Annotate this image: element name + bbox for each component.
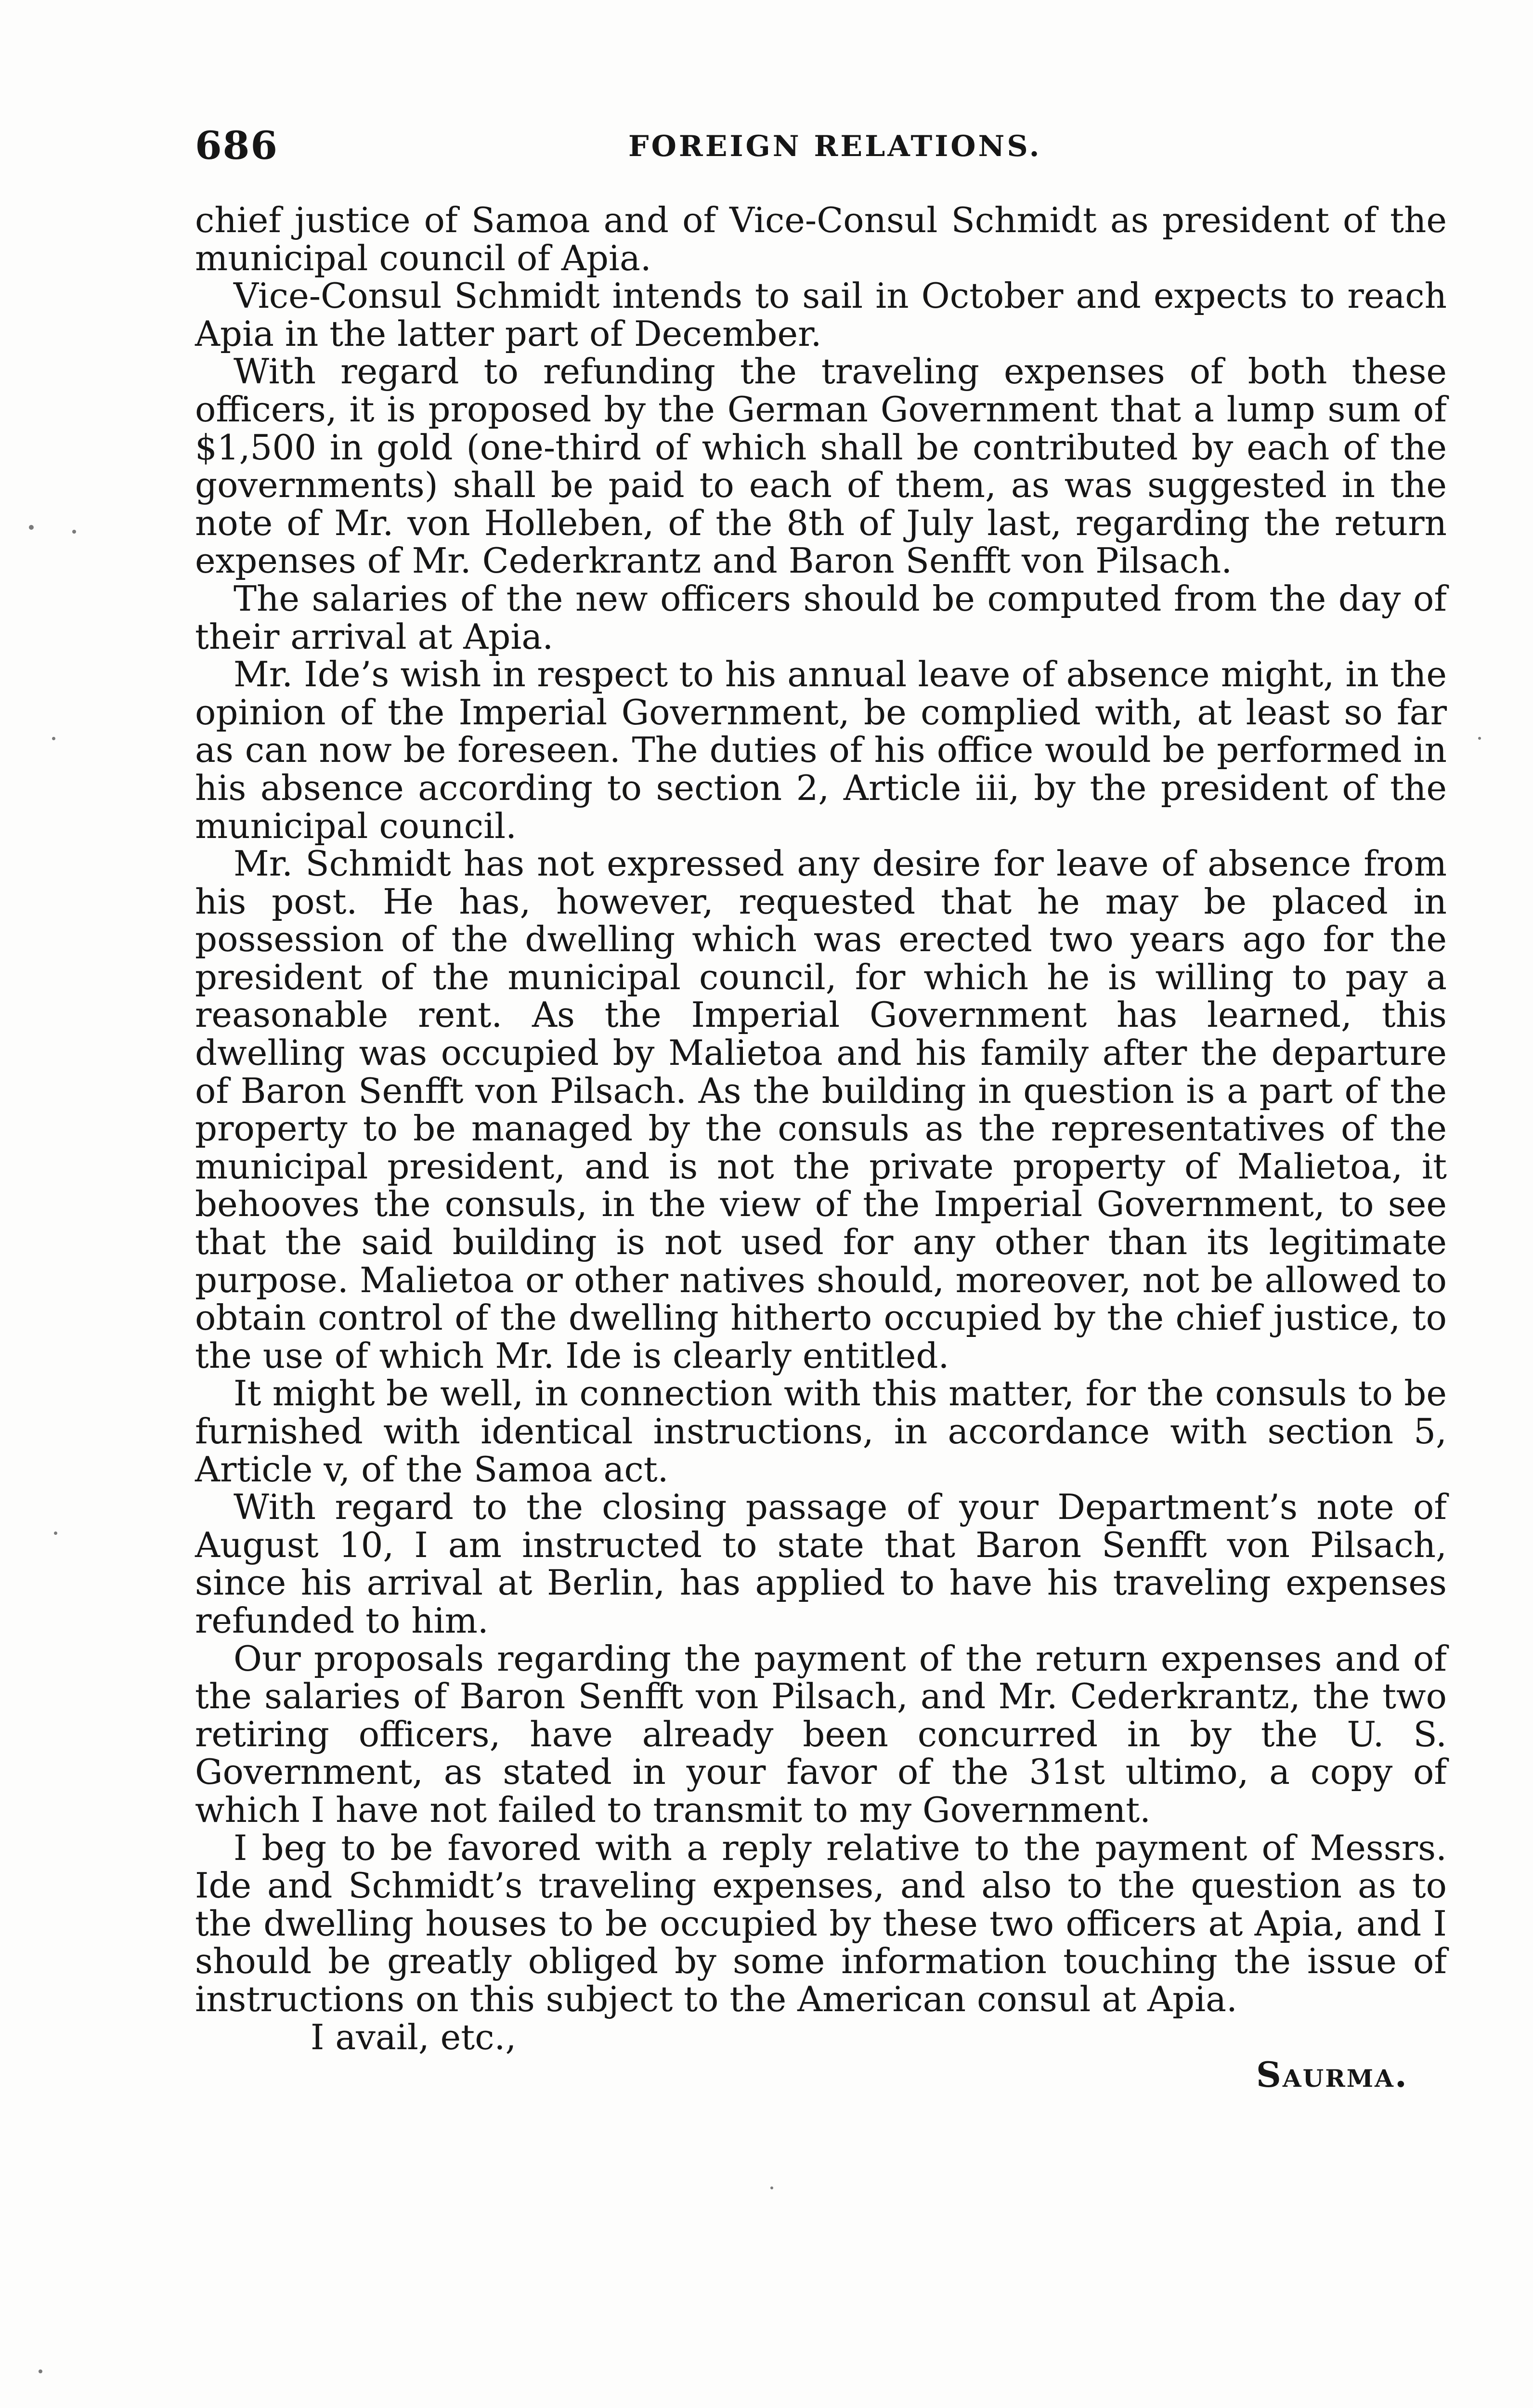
signature: Saurma. bbox=[1256, 2054, 1408, 2095]
page-number: 686 bbox=[195, 123, 278, 168]
paragraph: Vice-Consul Schmidt intends to sail in October and expects to reach Apia in the latter part of December. bbox=[195, 275, 1447, 354]
paragraph: Mr. Schmidt has not expressed any desire for leave of absence from his post. He has, however, requested that he may be placed in possession of the dwelling which was erected two years ago for the president of the municipal council, for which he is willing to pay a reasonable rent. As the Imperial Government has learned, this dwelling was occupied by Malietoa and his family after the departure of Baron Senfft von Pilsach. As the building in question is a part of the property to be managed by the consuls as the representatives of the municipal president, and is not the private property of Malietoa, it behooves the consuls, in the view of the Imperial Government, to see that the said building is not used for any other than its legitimate purpose. Malietoa or other natives should, moreover, not be allowed to obtain control of the dwelling hitherto occupied by the chief justice, to the use of which Mr. Ide is clearly entitled. bbox=[195, 843, 1447, 1376]
closing-line: I avail, etc., bbox=[311, 2016, 517, 2057]
paragraph: It might be well, in connection with this matter, for the consuls to be furnished with identical instructions, in accordance with section 5, Article v, of the Samoa act. bbox=[195, 1373, 1447, 1490]
running-head: FOREIGN RELATIONS. bbox=[628, 130, 1042, 163]
paragraph: I beg to be favored with a reply relative to the payment of Messrs. Ide and Schmidt’s traveling expenses, and also to the question as to the dwelling houses to be occupied by these two officers at Apia, and I should be greatly obliged by some information touching the issue of instructions on this subject to the American consul at Apia. bbox=[195, 1827, 1447, 2019]
page-header bbox=[195, 123, 1447, 176]
scan-speck bbox=[1478, 737, 1481, 740]
scan-speck bbox=[52, 737, 55, 740]
scan-speck bbox=[39, 2369, 42, 2373]
paragraph-continuation: chief justice of Samoa and of Vice-Consul Schmidt as president of the municipal council of Apia. bbox=[195, 200, 1447, 278]
paragraph: With regard to refunding the traveling expenses of both these officers, it is proposed by the German Government that a lump sum of $1,500 in gold (one-third of which shall be contributed by each of the governments) shall be paid to each of them, as was suggested in the note of Mr. von Holleben, of the 8th of July last, regarding the return expenses of Mr. Cederkrantz and Baron Senfft von Pilsach. bbox=[195, 351, 1447, 581]
letter-body bbox=[195, 201, 1447, 2094]
scan-speck bbox=[54, 1531, 57, 1535]
paragraph: The salaries of the new officers should be computed from the day of their arrival at Apia. bbox=[195, 578, 1447, 657]
paragraph: Our proposals regarding the payment of the return expenses and of the salaries of Baron Senfft von Pilsach, and Mr. Cederkrantz, the two retiring officers, have already been concurred in by the U. S. Government, as stated in your favor of the 31st ultimo, a copy of which I have not failed to transmit to my Government. bbox=[195, 1638, 1447, 1830]
scan-speck bbox=[72, 530, 76, 534]
paragraph: With regard to the closing passage of your Department’s note of August 10, I am instructed to state that Baron Senfft von Pilsach, since his arrival at Berlin, has applied to have his traveling expenses refunded to him. bbox=[195, 1487, 1447, 1641]
scan-speck bbox=[770, 2186, 773, 2189]
paragraph: Mr. Ide’s wish in respect to his annual leave of absence might, in the opinion of the Imperial Government, be complied with, at least so far as can now be foreseen. The duties of his office would be performed in his absence according to section 2, Article iii, by the president of the municipal council. bbox=[195, 654, 1447, 846]
scan-speck bbox=[29, 525, 34, 530]
